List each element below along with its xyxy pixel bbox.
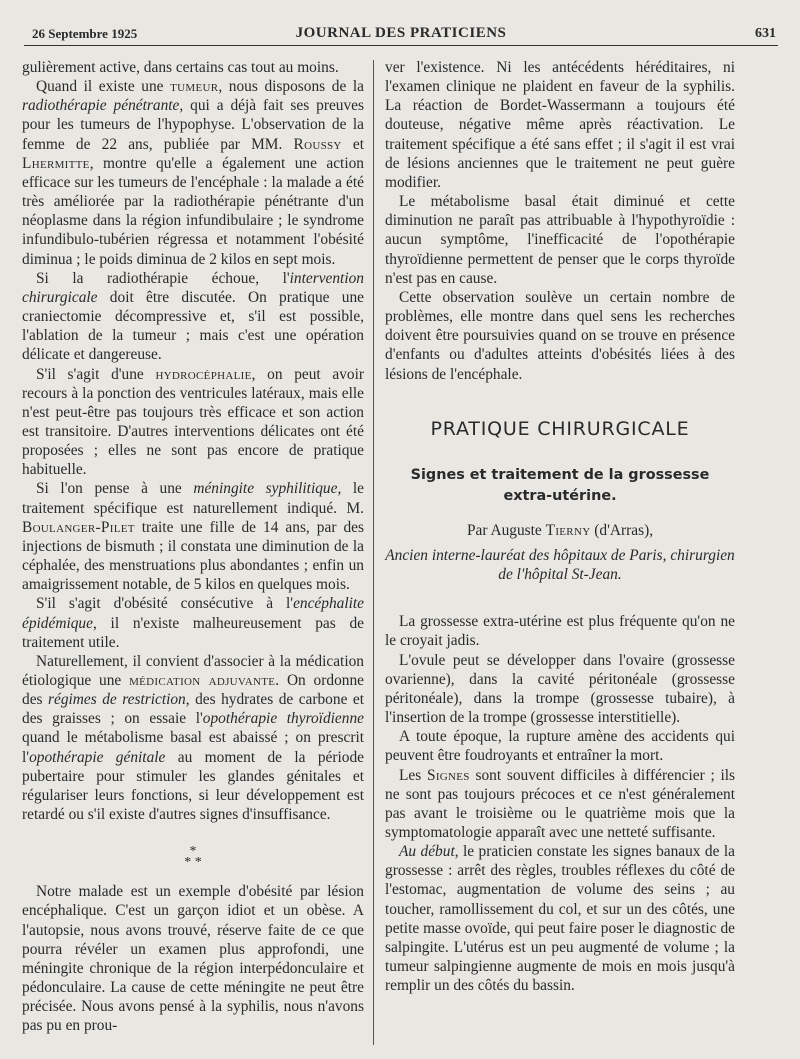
author-name: Tierny [545,521,591,539]
emphasis-smallcaps: Signes [426,766,470,784]
paragraph: Si la radiothérapie échoue, l'intervention chirurgicale doit être discutée. On pratique une craniectomie décompressive et, s'il est possible, l'ablation de la tumeur ; mais c'est une opération délicate et dangereuse. [22,269,364,364]
emphasis-italic: régimes de restriction [48,691,186,709]
paragraph: L'ovule peut se développer dans l'ovaire (grossesse ovarienne), dans la cavité péritonéale (grossesse péritonéale), dans la trompe (grossesse tubaire), à l'insertion de la trompe (grossesse interstitielle). [385,651,735,727]
author-affiliation: Ancien interne-lauréat des hôpitaux de Paris, chirurgien de l'hôpital St-Jean. [385,546,735,584]
emphasis-italic: Au début [399,843,455,861]
separator-stars-bottom: * * [184,855,202,871]
emphasis-smallcaps: tumeur [170,78,219,96]
paragraph: Si l'on pense à une méningite syphilitique, le traitement spécifique est naturellement indiqué. M. Boulanger-Pilet traite une fille de 14 ans, par des injections de bismuth ; il constata une diminution de la céphalée, des menstruations plus abondantes ; enfin un amaigrissement notable, de 5 kilos en quelques mois. [22,480,365,594]
paragraph: Les Signes sont souvent difficiles à différencier ; ils ne sont pas toujours précoces et ce n'est généralement pas avant le troisième ou le quatrième mois que la symptomatologie apparaît avec une netteté suffisante. [385,766,735,841]
emphasis-smallcaps: médication adjuvante [129,672,276,689]
paragraph: Au début, le praticien constate les signes banaux de la grossesse : arrêt des règles, troubles réflexes du côté de l'estomac, augmentation de volume des seins ; au toucher, ramollissement du col, et sur un des côtés, une petite masse ovoïde, qui peut faire poser le diagnostic de salpingite. L'utérus est un peu augmenté de volume ; la tumeur salpingienne augmente de mois en mois jusqu'à remplir un des côtés du bassin. [385,843,735,995]
emphasis-italic: opothérapie génitale [29,748,166,766]
emphasis-italic: méningite syphilitique [193,480,338,498]
page-header [24,24,778,46]
journal-title: JOURNAL DES PRATICIENS [295,25,507,41]
paragraph: Le métabolisme basal était diminué et cette diminution ne paraît pas attribuable à l'hypothyroïdie : aucun symptôme, l'inefficacité de l'opothérapie thyroïdienne permettent de penser que le corps thyroïde n'est pas en cause. [385,193,735,287]
paragraph: A toute époque, la rupture amène des accidents qui peuvent être foudroyants et entraîner la mort. [385,728,735,765]
author-name: Lhermitte [22,154,90,172]
paragraph: Cette observation soulève un certain nombre de problèmes, elle montre dans quel sens les recherches doivent être poursuivies quand on se trouve en présence d'enfants ou d'adultes atteints d'obésités liées à des lésions de l'encéphale. [385,288,735,383]
byline: Par Auguste Tierny (d'Arras), [466,521,654,539]
right-column [385,58,735,995]
issue-date: 26 Septembre 1925 [32,26,138,41]
emphasis-italic: radiothérapie pénétrante [22,97,180,115]
paragraph: S'il s'agit d'une hydrocéphalie, on peut avoir recours à la ponction des ventricules latéraux, mais elle n'est peut-être pas toujours très efficace et son action est transitoire. D'autres interventions délicates ont été proposées ; elles ne sont pas encore de pratique habituelle. [22,365,364,479]
emphasis-italic: opothérapie thyroïdienne [202,710,364,728]
emphasis-italic: intervention chirurgicale [22,269,364,306]
emphasis-smallcaps: hydrocéphalie [155,365,252,383]
left-column [22,58,364,1036]
emphasis-italic: encéphalite épidémique [22,595,364,632]
paragraph: ver l'existence. Ni les antécédents héréditaires, ni l'examen clinique ne plaident en faveur de la syphilis. La réaction de Bordet-Wassermann a toujours été douteuse, négative même après réactivation. Le traitement spécifique a été sans effet ; il s'agit il est vrai de lésions anciennes que le traitement ne peut guère modifier. [385,59,735,191]
paragraph: Quand il existe une tumeur, nous disposons de la radiothérapie pénétrante, qui a déjà fait ses preuves pour les tumeurs de l'hypophyse. L'observation de la femme de 22 ans, publiée par MM. Roussy et Lhermitte, montre qu'elle a également une action efficace sur les tumeurs de l'encéphale : la malade a été très améliorée par la radiothérapie pénétrante d'un néoplasme dans la région infundibulaire ; le syndrome infundibulo-tubérien régressa et notamment l'obésité diminua ; le poids diminua de 2 kilos en sept mois. [22,78,364,268]
separator-star-top: * [189,844,197,860]
paragraph: La grossesse extra-utérine est plus fréquente qu'on ne le croyait jadis. [385,613,735,650]
paragraph: gulièrement active, dans certains cas tout au moins. [22,59,339,76]
column-divider [373,60,374,1045]
paragraph: Notre malade est un exemple d'obésité par lésion encéphalique. C'est un garçon idiot et un obèse. A l'autopsie, nous avons trouvé, réserve faite de ce que pourra révéler un examen plus approfondi, une méningite chronique de la région interpédonculaire et pédonculaire. La cause de cette méningite ne peut être précisée. Nous avons pensé à la syphilis, nous n'avons pas pu en prou- [22,883,364,1035]
section-separator [22,844,364,871]
article-title: Signes et traitement de la grossesse extra-utérine. [410,466,710,504]
section-title: PRATIQUE CHIRURGICALE [430,417,690,440]
author-name: Boulanger-Pilet [22,518,135,536]
paragraph: Naturellement, il convient d'associer à la médication étiologique une médication adjuvante. On ordonne des régimes de restriction, des hydrates de carbone et des graisses ; on essaie l'opothérapie thyroïdienne quand le métabolisme basal est abaissé ; on prescrit l'opothérapie génitale au moment de la période pubertaire pour stimuler les glandes génitales et régulariser leurs fonctions, si leur développement est retardé ou s'il existe d'autres signes d'insuffisance. [22,652,364,824]
paragraph: S'il s'agit d'obésité consécutive à l'encéphalite épidémique, il n'existe malheureusement pas de traitement utile. [22,595,364,651]
author-name: Roussy [293,135,342,153]
page-number: 631 [755,26,776,41]
